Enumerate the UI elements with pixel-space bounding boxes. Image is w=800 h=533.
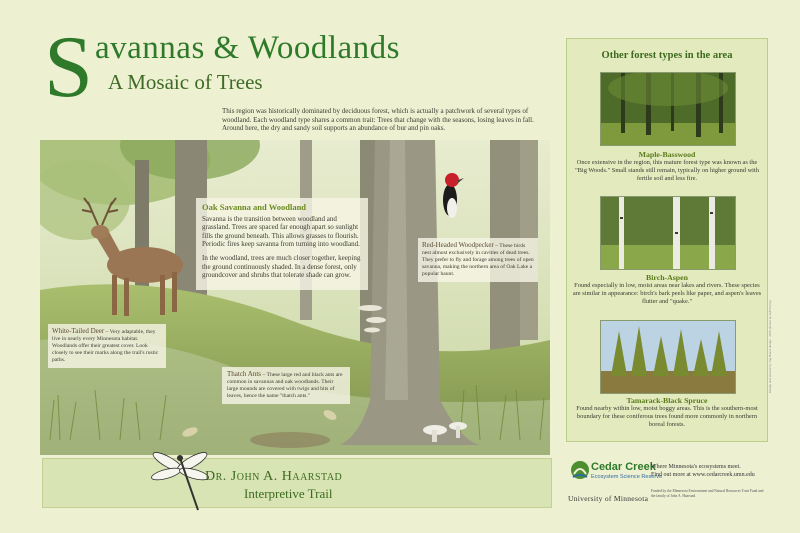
ants-heading: Thatch Ants: [227, 370, 262, 378]
woodpecker-text: – These birds nest almost exclusively in cavities of dead trees. They prefer to fly and forage among trees of open savanna, making the northern area of Oak Lake a popular haunt.: [422, 243, 534, 277]
page-title: avannas & Woodlands: [95, 30, 401, 66]
maple-basswood-title: Maple-Basswood: [638, 150, 696, 159]
maple-basswood-photo: [600, 72, 736, 146]
intro-text: This region was historically dominated by deciduous forest, which is actually a patchwork of several types of woodland. Each woodland type shares a common trait: Trees that change with the seasons, losing leaves in fall. Around here, the dry and sandy soil supports an abundance of bur and pin oaks.: [222, 107, 534, 133]
tamarack-title: Tamarack-Black Spruce: [626, 396, 708, 405]
ants-text: – These large red and black ants are common in savannas and oak woodlands. Their large mounds are covered with twigs and bits of leaves, hence the name "thatch ants.": [227, 372, 343, 399]
trail-subtitle: Interpretive Trail: [244, 486, 333, 501]
ants-box: [222, 367, 350, 404]
birch-aspen-title: Birch-Aspen: [646, 273, 688, 282]
birch-aspen-photo: [600, 196, 736, 270]
cedar-creek-logo-icon: [570, 460, 590, 482]
birch-aspen-desc: Found especially in low, moist areas near lakes and rivers. These species are similar in appearance: birch's bark peels like paper, and aspen's leaves flutter and "quake.": [572, 282, 762, 306]
woodland-illustration: [40, 140, 550, 455]
university-name: University of Minnesota: [568, 494, 649, 503]
tagline: Where Minnesota's ecosystems meet.: [651, 464, 741, 470]
page-subtitle: A Mosaic of Trees: [108, 70, 263, 94]
find-out-more: [651, 463, 766, 479]
woodpecker-box: [418, 238, 538, 282]
deer-box: [48, 324, 166, 368]
funding-note: Funded by the Minnesota Environment and Natural Resources Trust Fund and the family of John A. Haarstad.: [651, 489, 764, 498]
design-credit: Design and artwork by Tog Board design · 2015 photos by Jeff Corney: [768, 300, 772, 394]
trail-name: Dr. John A. Haarstad: [205, 469, 343, 484]
maple-basswood-desc: Once extensive in the region, this mature forest type was known as the "Big Woods." Small stands still remain, typically on higher ground with fertile soil and less fire.: [575, 159, 759, 183]
panel-title: Other forest types in the area: [601, 50, 733, 61]
oak-savanna-text-2: In the woodland, trees are much closer together, keeping the ground continuously shaded. In a dense forest, only groundcover and shrubs that tolerate shade can grow.: [202, 253, 361, 280]
drop-cap: S: [44, 19, 93, 116]
deer-heading: White-Tailed Deer: [52, 327, 105, 335]
website-text: Find out more at www.cedarcreek.umn.edu: [651, 472, 755, 478]
woodpecker-heading: Red-Headed Woodpecker: [422, 241, 494, 249]
cedar-creek-name: Cedar Creek: [591, 461, 656, 473]
oak-savanna-text-1: Savanna is the transition between woodland and grassland. Trees are spaced far enough apart so sunlight fills the ground beneath. This allows grasses to flourish. Periodic fires keep savanna from turning into woodland.: [202, 214, 360, 249]
tamarack-black-spruce-photo: [600, 320, 736, 394]
deer-text: – Very adaptable, they live in nearly every Minnesota habitat. Woodlands offer their greatest cover. Look closely to see their marks along the trail's rustic paths.: [52, 329, 159, 363]
cedar-creek-subtitle: Ecosystem Science Reserve: [591, 474, 663, 480]
dragonfly-icon: [150, 448, 210, 514]
oak-savanna-box: [196, 198, 368, 290]
oak-savanna-heading: Oak Savanna and Woodland: [202, 202, 307, 212]
tamarack-desc: Found nearby within low, moist boggy areas. This is the southern-most boundary for these coniferous trees found more commonly in northern boreal forests.: [576, 405, 758, 429]
